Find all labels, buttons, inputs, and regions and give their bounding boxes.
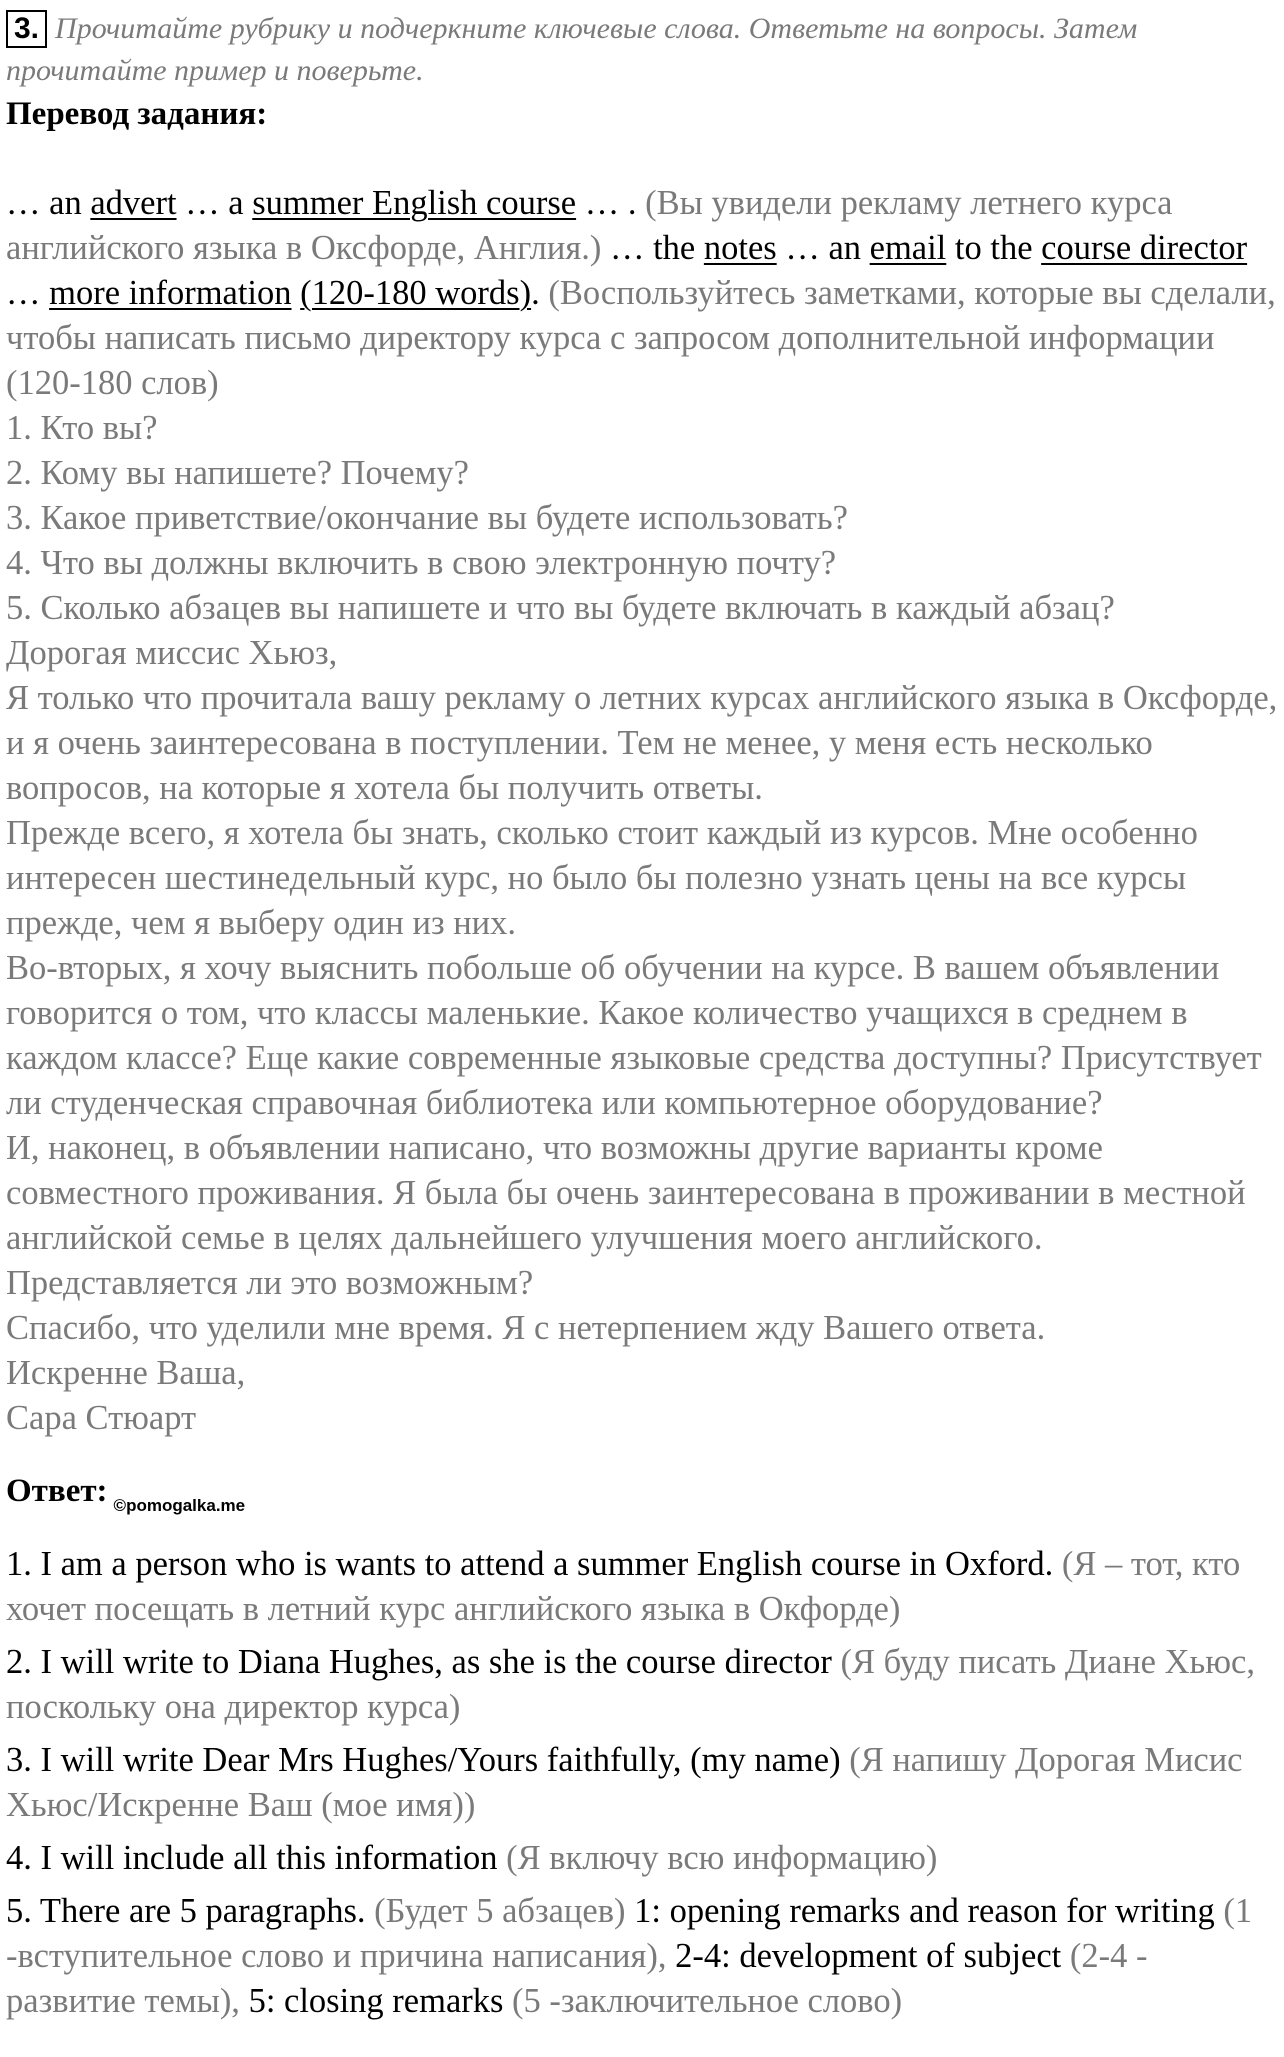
translation-heading: Перевод задания: (6, 96, 268, 132)
answer-english: 4. I will include all this information (6, 1839, 498, 1877)
rubric-text (292, 274, 301, 312)
question-item: 3. Какое приветствие/окончание вы будете использовать? (6, 499, 848, 537)
page (6, 8, 1278, 2032)
answer-russian: (1 -вступительное слово и причина написания), (6, 1892, 1253, 1975)
answer-english: 5. There are 5 paragraphs. (6, 1892, 366, 1930)
letter-paragraph: Прежде всего, я хотела бы знать, сколько стоит каждый из курсов. Мне особенно интересен шестинедельный курс, но было бы полезно узнать цены на все курсы прежде, чем я выберу один из них. (6, 814, 1198, 942)
letter-paragraph: Я только что прочитала вашу рекламу о летних курсах английского языка в Оксфорде, и я очень заинтересована в поступлении. Тем не менее, у меня есть несколько вопросов, на которые я хотела бы получить ответы. (6, 679, 1278, 807)
answer-item (6, 1836, 1278, 1881)
keyword-course-director: course director (1041, 229, 1248, 267)
letter-paragraph: И, наконец, в объявлении написано, что возможны другие варианты кроме совместного проживания. Я была бы очень заинтересована в проживании в местной английской семье в целях дальнейшего улучшения моего английского. Представляется ли это возможным? (6, 1129, 1246, 1302)
answer-english: 2. I will write to Diana Hughes, as she is the course director (6, 1643, 832, 1681)
answer-russian: (2-4 - развитие темы), (6, 1937, 1148, 2020)
rubric-translation: (Воспользуйтесь заметками, которые вы сделали, чтобы написать письмо директору курса с запросом дополнительной информации (120-180 слов) (6, 274, 1276, 402)
keyword-more-information: more information (49, 274, 292, 312)
answer-russian: (5 -заключительное слово) (503, 1982, 903, 2020)
answer-heading-text: Ответ: (6, 1473, 108, 1509)
letter-paragraph: Спасибо, что уделили мне время. Я с нетерпением жду Вашего ответа. (6, 1309, 1046, 1347)
letter-paragraph: Во-вторых, я хочу выяснить побольше об обучении на курсе. В вашем объявлении говорится о том, что классы маленькие. Какое количество учащихся в среднем в каждом классе? Еще какие современные языковые средства доступны? Присутствует ли студенческая справочная библиотека или компьютерное оборудование? (6, 949, 1262, 1122)
task-instruction (6, 8, 1278, 92)
rubric-translation: (Вы увидели рекламу летнего курса английского языка в Оксфорде, Англия.) (6, 184, 1173, 267)
answer-english: 1. I am a person who is wants to attend a summer English course in Oxford. (6, 1545, 1054, 1583)
rubric-text: to the (946, 229, 1042, 267)
keyword-advert: advert (90, 184, 177, 222)
question-item: 5. Сколько абзацев вы напишете и что вы будете включать в каждый абзац? (6, 589, 1115, 627)
rubric-text: . (531, 274, 549, 312)
answer-list (6, 1542, 1278, 2024)
watermark: ©pomogalka.me (113, 1496, 246, 1515)
rubric-text: … a (176, 184, 253, 222)
letter-greeting: Дорогая миссис Хьюз, (6, 634, 338, 672)
answer-russian: (Я включу всю информацию) (497, 1839, 938, 1877)
answer-item (6, 1640, 1278, 1730)
letter-closing: Искренне Ваша, (6, 1354, 246, 1392)
rubric-text: … the (601, 229, 704, 267)
answer-russian: (Я напишу Дорогая Мисис Хьюс/Искренне Ваш (мое имя)) (6, 1741, 1243, 1824)
rubric-text: … (6, 274, 50, 312)
spacer (6, 136, 1278, 181)
answer-english: 3. I will write Dear Mrs Hughes/Yours faithfully, (my name) (6, 1741, 841, 1779)
answer-english: 5: closing remarks (248, 1982, 504, 2020)
answer-english: 2-4: development of subject (675, 1937, 1062, 1975)
question-item: 2. Кому вы напишете? Почему? (6, 454, 469, 492)
rubric-paragraph (6, 181, 1278, 406)
keyword-notes: notes (703, 229, 777, 267)
question-item: 4. Что вы должны включить в свою электронную почту? (6, 544, 837, 582)
answer-heading (6, 1469, 1278, 1528)
rubric-text: … . (576, 184, 646, 222)
keyword-word-count: (120-180 words) (300, 274, 532, 312)
task-number: 3. (6, 10, 47, 48)
translation-body (6, 181, 1278, 1441)
answer-item (6, 1889, 1278, 2024)
answer-english: 1: opening remarks and reason for writing (634, 1892, 1215, 1930)
question-item: 1. Кто вы? (6, 409, 158, 447)
letter-signature: Сара Стюарт (6, 1399, 197, 1437)
keyword-summer-english-course: summer English course (252, 184, 577, 222)
answer-russian: (Я – тот, кто хочет посещать в летний курс английского языка в Окфорде) (6, 1545, 1241, 1628)
task-instruction-text: Прочитайте рубрику и подчеркните ключевые слова. Ответьте на вопросы. Затем прочитайте пример и поверьте. (6, 12, 1138, 87)
answer-russian: (Будет 5 абзацев) (365, 1892, 635, 1930)
answer-item (6, 1542, 1278, 1632)
keyword-email: email (869, 229, 947, 267)
rubric-text: … an (6, 184, 91, 222)
answer-item (6, 1738, 1278, 1828)
answer-russian: (Я буду писать Диане Хьюс, поскольку она директор курса) (6, 1643, 1255, 1726)
rubric-text: … an (776, 229, 870, 267)
